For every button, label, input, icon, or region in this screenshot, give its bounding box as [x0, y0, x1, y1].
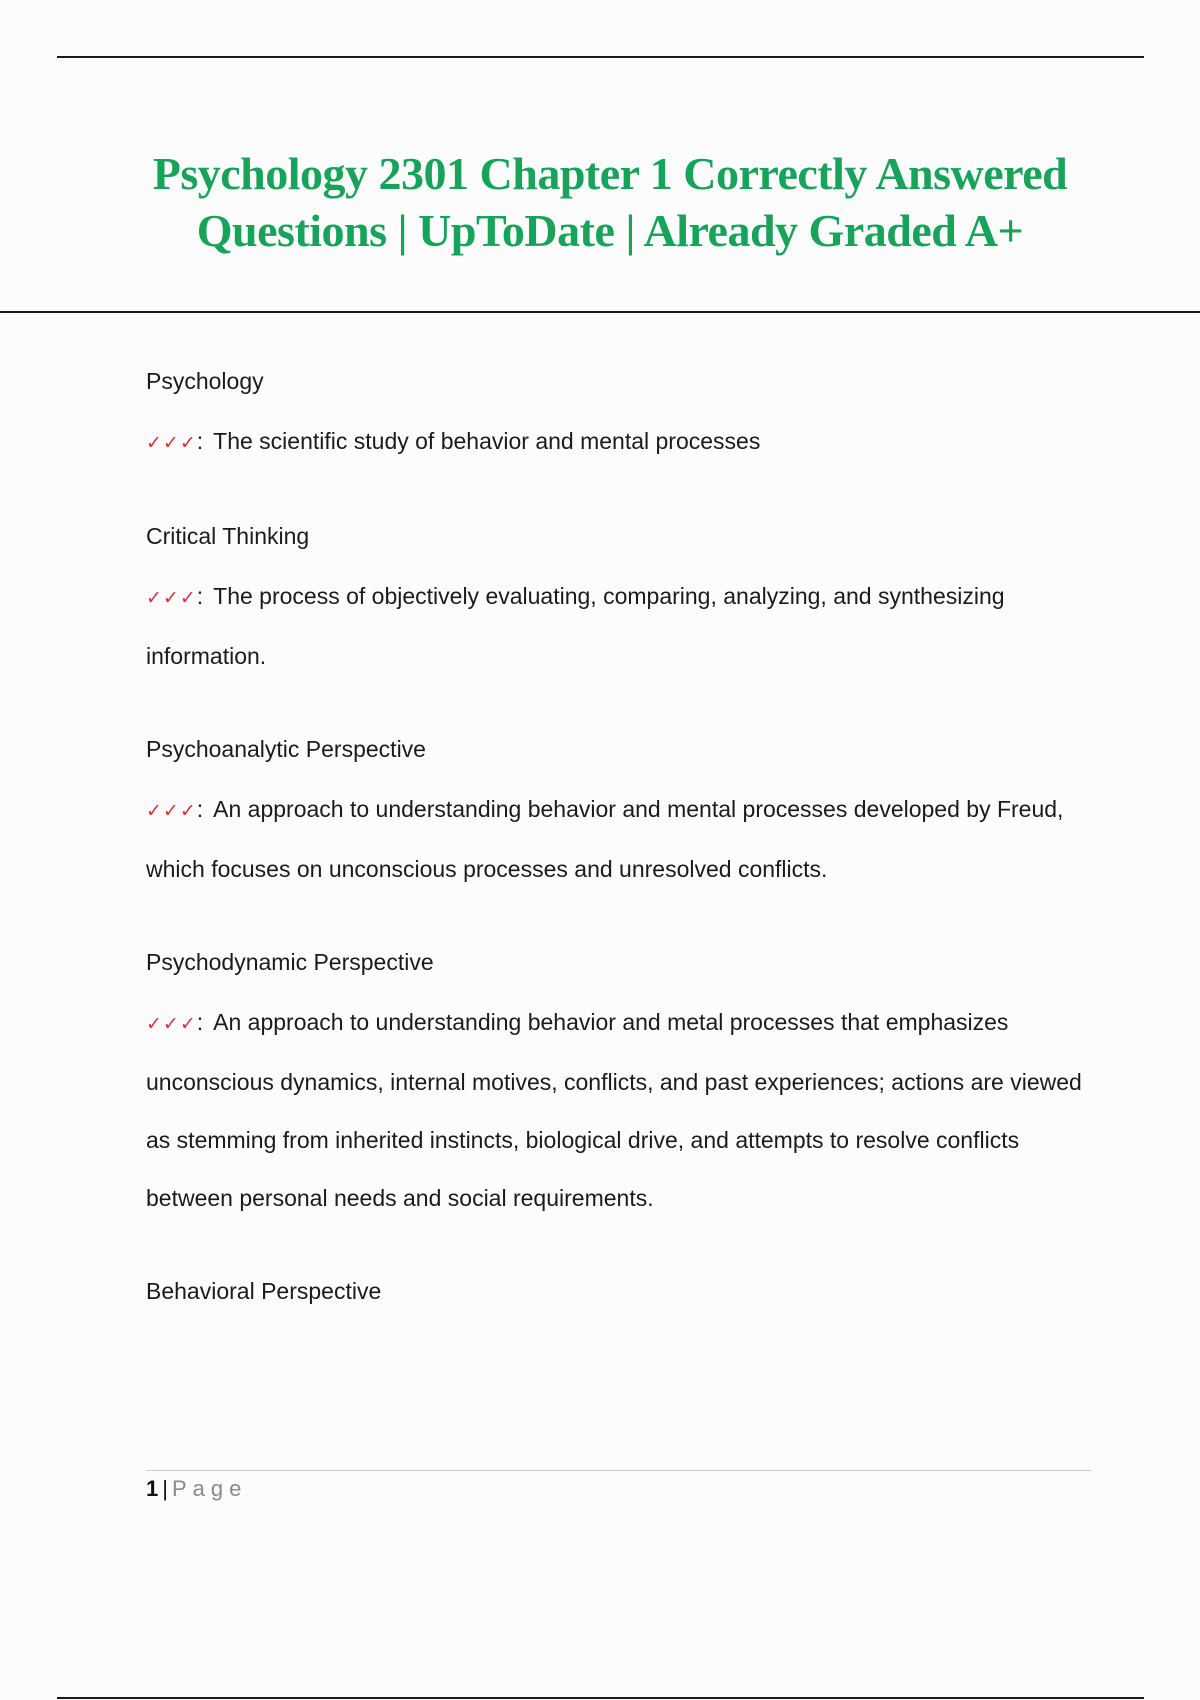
qa-entry: [146, 732, 1086, 898]
footer-separator: |: [162, 1476, 168, 1501]
entry-term: Psychodynamic Perspective: [146, 949, 434, 975]
entry-definition: The process of objectively evaluating, comparing, analyzing, and synthesizing information.: [146, 583, 1005, 669]
entry-definition-line: [146, 993, 1086, 1227]
qa-entry: [146, 1274, 1086, 1309]
footer-divider: [146, 1470, 1091, 1471]
entry-term: Psychoanalytic Perspective: [146, 736, 426, 762]
entry-term: Psychology: [146, 368, 264, 394]
qa-entry: [146, 519, 1086, 685]
entry-term: Critical Thinking: [146, 523, 310, 549]
page-footer: [146, 1474, 247, 1504]
page-label: Page: [171, 1476, 248, 1501]
answer-separator: :: [196, 428, 204, 454]
entry-definition-line: [146, 412, 1086, 472]
answer-separator: :: [196, 1009, 204, 1035]
answer-separator: :: [196, 583, 204, 609]
bottom-rule: [57, 1697, 1144, 1699]
header-divider: [0, 311, 1200, 313]
checkmark-icon: ✓✓✓: [146, 432, 197, 454]
entry-definition: An approach to understanding behavior and metal processes that emphasizes unconscious dynamics, internal motives, conflicts, and past experiences; actions are viewed as stemming from inherited instincts, biological drive, and attempts to resolve conflicts between personal needs and social requirements.: [146, 1009, 1082, 1211]
checkmark-icon: ✓✓✓: [146, 587, 197, 609]
top-rule: [57, 56, 1144, 58]
page-number: 1: [146, 1476, 159, 1501]
qa-list: [146, 364, 1086, 1356]
document-title: Psychology 2301 Chapter 1 Correctly Answered Questions | UpToDate | Already Graded A+: [152, 148, 1068, 256]
checkmark-icon: ✓✓✓: [146, 1013, 197, 1035]
qa-entry: [146, 945, 1086, 1227]
checkmark-icon: ✓✓✓: [146, 800, 197, 822]
answer-separator: :: [196, 796, 204, 822]
entry-definition: The scientific study of behavior and mental processes: [213, 428, 761, 454]
entry-term: Behavioral Perspective: [146, 1278, 382, 1304]
entry-definition-line: [146, 780, 1086, 898]
qa-entry: [146, 364, 1086, 472]
entry-definition-line: [146, 567, 1086, 685]
entry-definition: An approach to understanding behavior and mental processes developed by Freud, which focuses on unconscious processes and unresolved conflicts.: [146, 796, 1064, 882]
